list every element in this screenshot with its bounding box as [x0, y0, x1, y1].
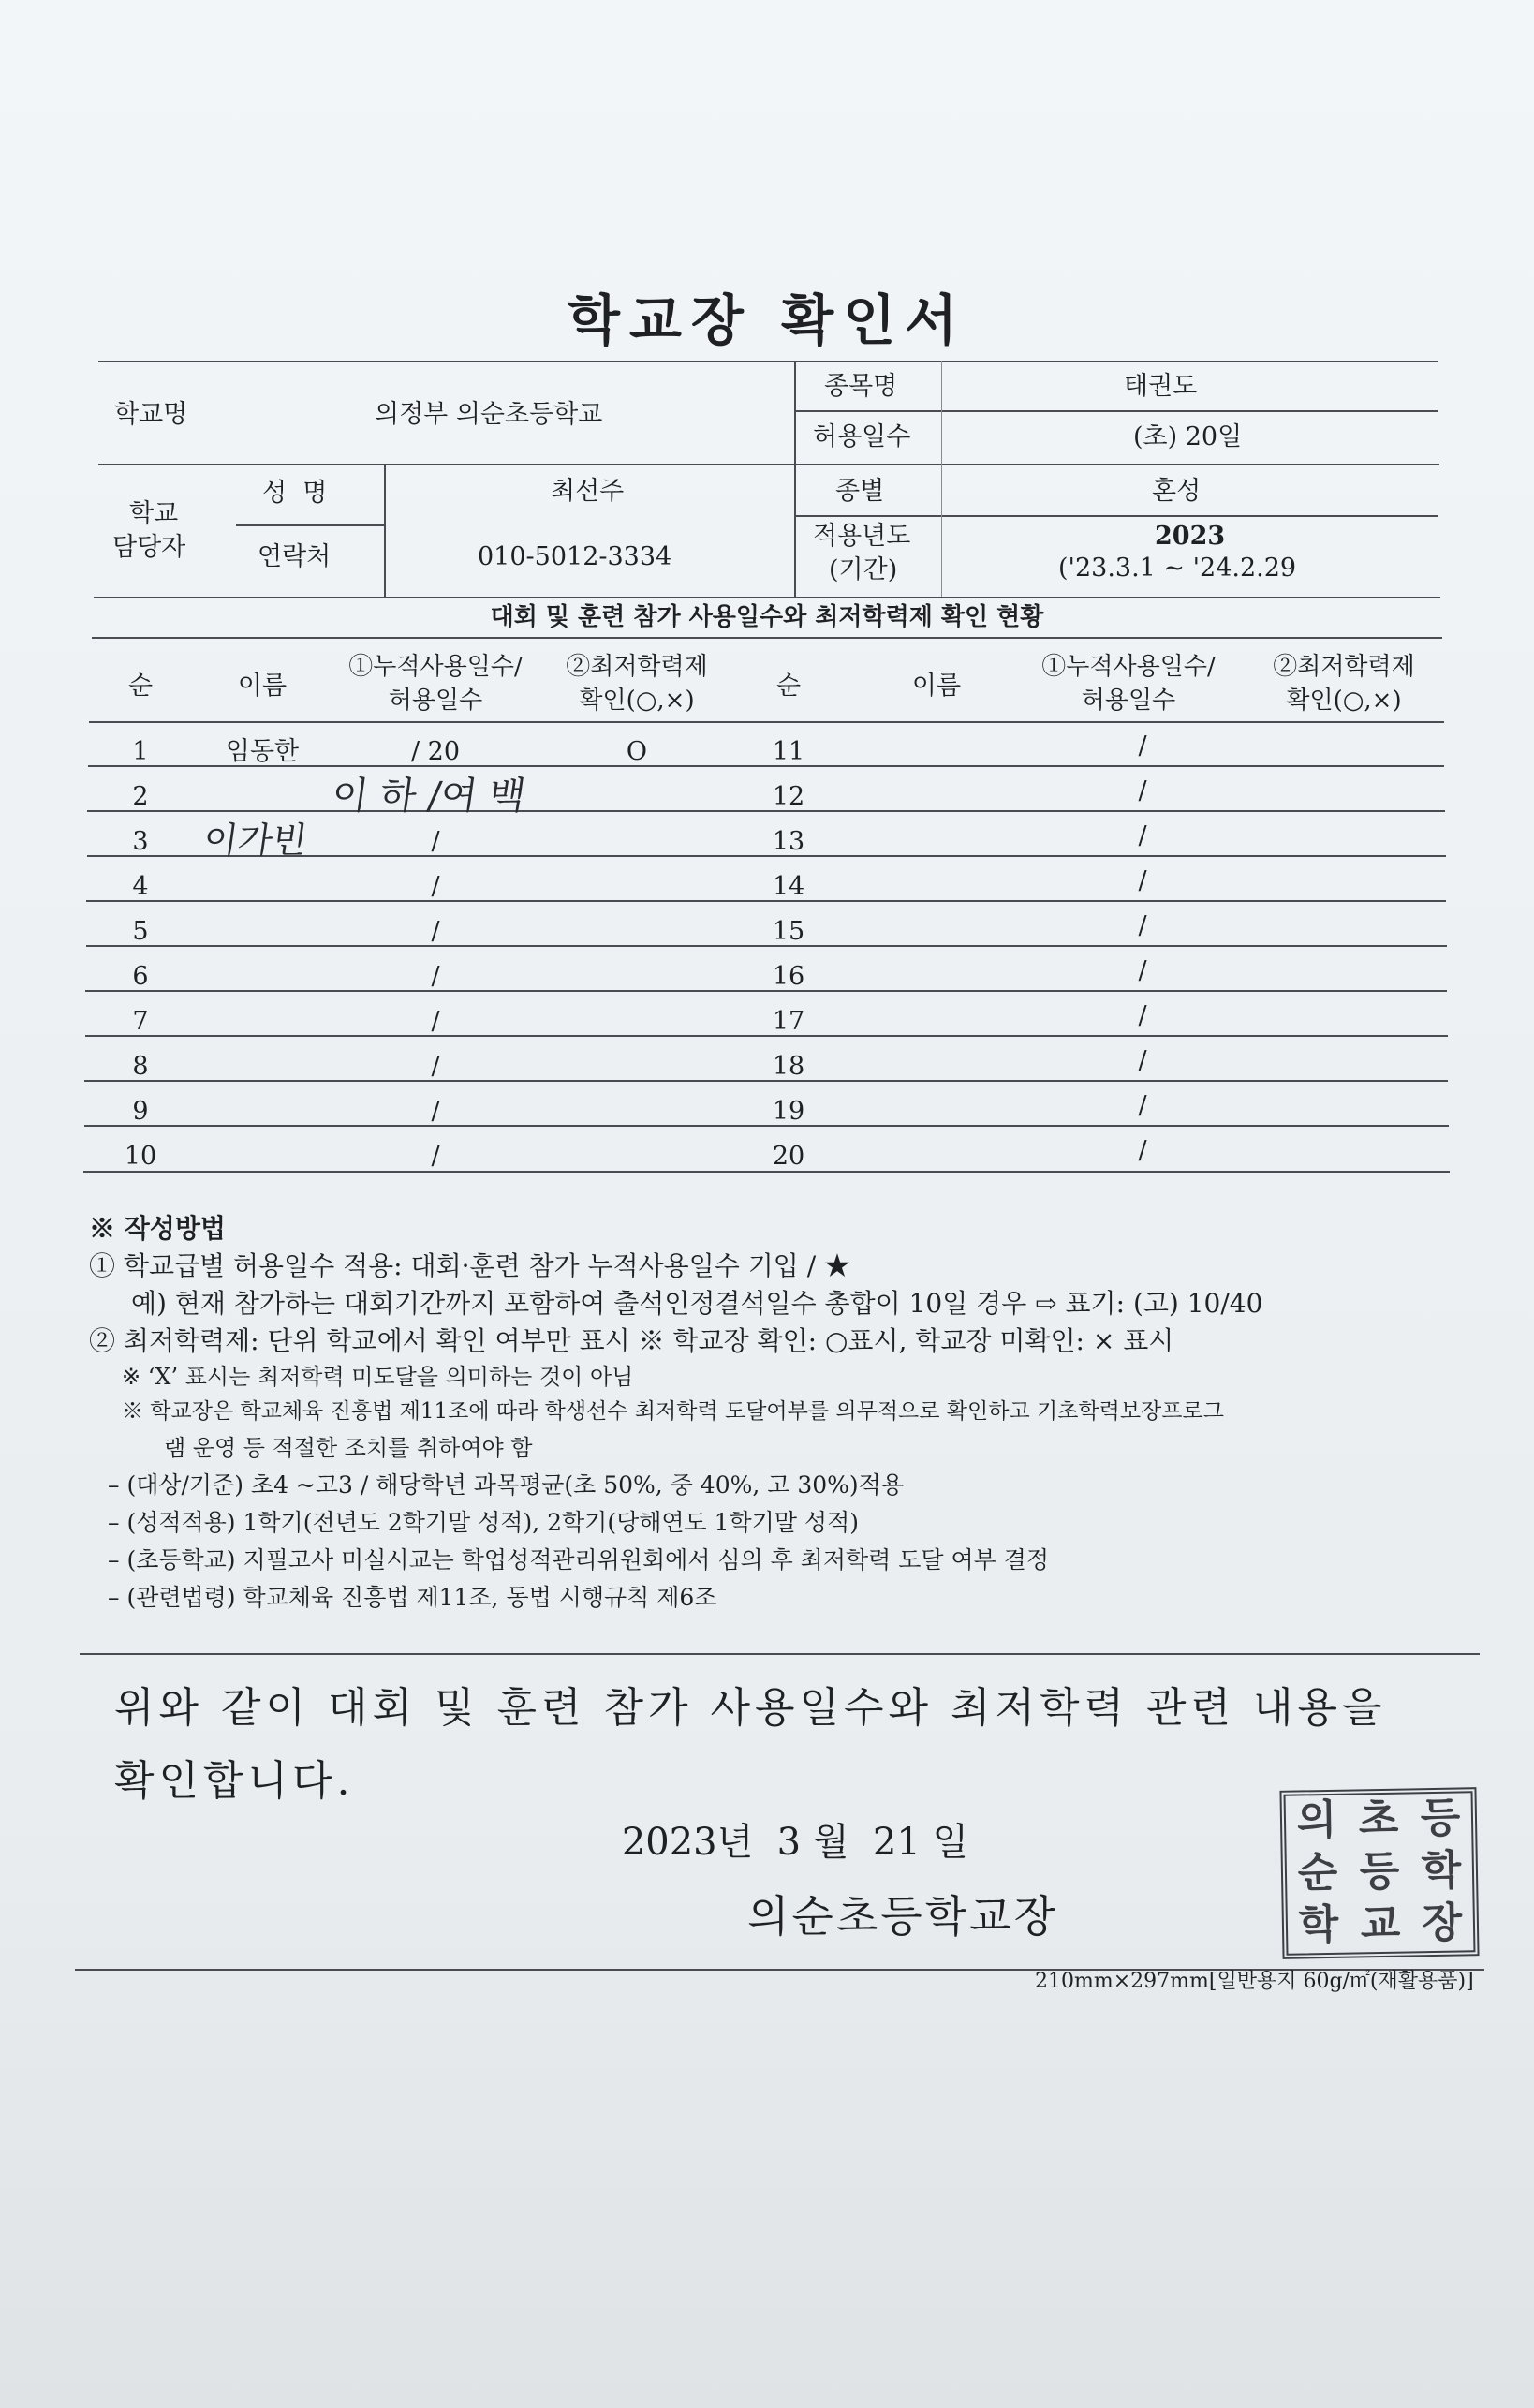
row-days: /	[1138, 1136, 1147, 1165]
seal-char: 등	[1420, 1794, 1461, 1843]
row-days: /	[1138, 731, 1147, 761]
header-name-left: 이름	[237, 672, 288, 701]
table-rule	[94, 597, 1440, 598]
row-no: 7	[132, 1007, 149, 1036]
contact-value: 010-5012-3334	[478, 542, 672, 571]
seal-char: 학	[1421, 1846, 1462, 1896]
staff-name-value: 최선주	[551, 477, 625, 506]
header-min-right: ②최저학력제	[1273, 653, 1415, 681]
row-days: /	[1138, 911, 1147, 940]
row-no: 12	[772, 782, 805, 811]
table-rule	[384, 464, 386, 597]
table-rule	[794, 515, 1438, 517]
row-days: /	[431, 872, 440, 901]
table-rule	[98, 464, 1439, 465]
row-days: /	[431, 1007, 440, 1036]
section-title: 대회 및 훈련 참가 사용일수와 최저학력제 확인 현황	[490, 603, 1044, 631]
row-no: 4	[132, 872, 149, 901]
seal-char: 초	[1358, 1795, 1399, 1844]
row-no: 20	[772, 1142, 805, 1171]
row-no: 6	[132, 962, 149, 991]
seal-char: 등	[1359, 1847, 1400, 1897]
instruction-detail-2: – (성적적용) 1학기(전년도 2학기말 성적), 2학기(당해연도 1학기말 성적)	[108, 1509, 859, 1536]
row-no: 16	[772, 962, 805, 991]
header-days-left-sub: 허용일수	[388, 687, 483, 715]
row-no: 13	[772, 827, 805, 856]
row-days: /	[431, 827, 440, 856]
divider	[80, 1653, 1480, 1655]
seal-char: 교	[1360, 1899, 1401, 1949]
row-days: /	[1138, 956, 1147, 985]
year-value: 2023	[1155, 522, 1226, 551]
row-days: /	[431, 1097, 440, 1126]
row-days: /	[1138, 776, 1147, 805]
row-no: 18	[772, 1052, 805, 1081]
table-rule	[794, 410, 1438, 412]
row-no: 5	[132, 917, 149, 946]
header-name-right: 이름	[911, 672, 962, 701]
row-no: 9	[132, 1097, 149, 1126]
header-days-left: ①누적사용일수/	[348, 653, 523, 681]
row-days: /	[431, 962, 440, 991]
instructions-heading: ※ 작성방법	[89, 1213, 226, 1244]
header-no-right: 순	[775, 672, 802, 701]
instruction-2: ② 최저학력제: 단위 학교에서 확인 여부만 표시 ※ 학교장 확인: ○표시, 학교장 미확인: × 표시	[89, 1325, 1174, 1356]
row-days: /	[1138, 1046, 1147, 1075]
row-no: 8	[132, 1052, 149, 1081]
period-value: ('23.3.1 ~ '24.2.29	[1058, 554, 1297, 583]
header-min-left-sub: 확인(○,×)	[579, 687, 695, 715]
seal-char: 학	[1298, 1900, 1339, 1950]
instruction-1: ① 학교급별 허용일수 적용: 대회·훈련 참가 누적사용일수 기입 / ★	[89, 1250, 851, 1281]
issue-date: 2023년 3 월 21 일	[621, 1821, 969, 1864]
staff-name-label: 성 명	[262, 479, 328, 508]
contact-label: 연락처	[258, 542, 332, 571]
event-label: 종목명	[824, 372, 898, 401]
staff-label-line1: 학교	[129, 499, 179, 528]
handwritten-note: 이 하 /여 백	[329, 775, 528, 818]
allowed-days-value: (초) 20일	[1133, 422, 1243, 451]
table-rule	[236, 524, 384, 526]
confirmation-text: 위와 같이 대회 및 훈련 참가 사용일수와 최저학력 관련 내용을 확인합니다.	[114, 1684, 1387, 1805]
row-days: /	[431, 1142, 440, 1171]
table-rule	[941, 361, 942, 597]
table-rule	[794, 361, 796, 597]
seal-char: 장	[1422, 1898, 1463, 1948]
header-days-right: ①누적사용일수/	[1041, 653, 1216, 681]
row-no: 15	[772, 917, 805, 946]
row-days: /	[1138, 821, 1147, 850]
row-days: /	[1138, 1091, 1147, 1120]
row-no: 17	[772, 1007, 805, 1036]
period-label: 적용년도	[813, 522, 911, 551]
row-check: O	[626, 737, 648, 766]
row-days: /	[431, 1052, 440, 1081]
instruction-1-example: 예) 현재 참가하는 대회기간까지 포함하여 출석인정결석일수 총합이 10일 경우 ⇨ 표기: (고) 10/40	[131, 1288, 1263, 1319]
handwritten-name: 이가빈	[200, 820, 310, 861]
school-name-label: 학교명	[114, 400, 188, 429]
row-days: /	[1138, 1001, 1147, 1030]
row-no: 2	[132, 782, 149, 811]
row-no: 19	[772, 1097, 805, 1126]
header-days-right-sub: 허용일수	[1081, 687, 1176, 715]
header-min-left: ②최저학력제	[566, 653, 708, 681]
table-rule	[98, 361, 1438, 362]
page-title: 학교장 확인서	[567, 288, 967, 352]
allowed-days-label: 허용일수	[813, 422, 911, 451]
instruction-note-1: ※ ‘X’ 표시는 최저학력 미도달을 의미하는 것이 아님	[122, 1364, 634, 1390]
row-days: /	[431, 917, 440, 946]
instruction-detail-4: – (관련법령) 학교체육 진흥법 제11조, 동법 시행규칙 제6조	[108, 1584, 717, 1611]
gender-label: 종별	[835, 477, 885, 506]
period-sublabel: (기간)	[829, 555, 898, 584]
table-rule	[89, 721, 1444, 723]
row-no: 3	[132, 827, 149, 856]
row-no: 1	[132, 737, 149, 766]
instruction-note-2a: ※ 학교장은 학교체육 진흥법 제11조에 따라 학생선수 최저학력 도달여부를 의무적으로 확인하고 기초학력보장프로그	[122, 1399, 1224, 1424]
official-seal	[1279, 1787, 1479, 1959]
paper-spec: 210mm×297mm[일반용지 60g/㎡(재활용품)]	[1035, 1970, 1474, 1993]
principal-name: 의순초등학교장	[746, 1891, 1059, 1942]
instruction-note-2b: 램 운영 등 적절한 조치를 취하여야 함	[164, 1435, 533, 1461]
row-days: /	[1138, 866, 1147, 895]
seal-char: 순	[1297, 1848, 1338, 1898]
row-no: 10	[124, 1142, 157, 1171]
instruction-detail-1: – (대상/기준) 초4 ~고3 / 해당학년 과목평균(초 50%, 중 40%, 고 30%)적용	[108, 1471, 904, 1499]
staff-label-line2: 담당자	[112, 533, 186, 562]
seal-char: 의	[1296, 1795, 1337, 1845]
row-days: / 20	[410, 737, 461, 766]
instruction-detail-3: – (초등학교) 지필고사 미실시교는 학업성적관리위원회에서 심의 후 최저학력 도달 여부 결정	[108, 1546, 1050, 1573]
row-no: 14	[772, 872, 805, 901]
row-no: 11	[772, 737, 805, 766]
header-no-left: 순	[127, 672, 154, 701]
row-name: 임동한	[225, 737, 300, 766]
table-rule	[92, 637, 1442, 639]
header-min-right-sub: 확인(○,×)	[1286, 687, 1402, 715]
school-name-value: 의정부 의순초등학교	[375, 400, 603, 429]
gender-value: 혼성	[1152, 477, 1202, 506]
event-value: 태권도	[1124, 372, 1198, 401]
